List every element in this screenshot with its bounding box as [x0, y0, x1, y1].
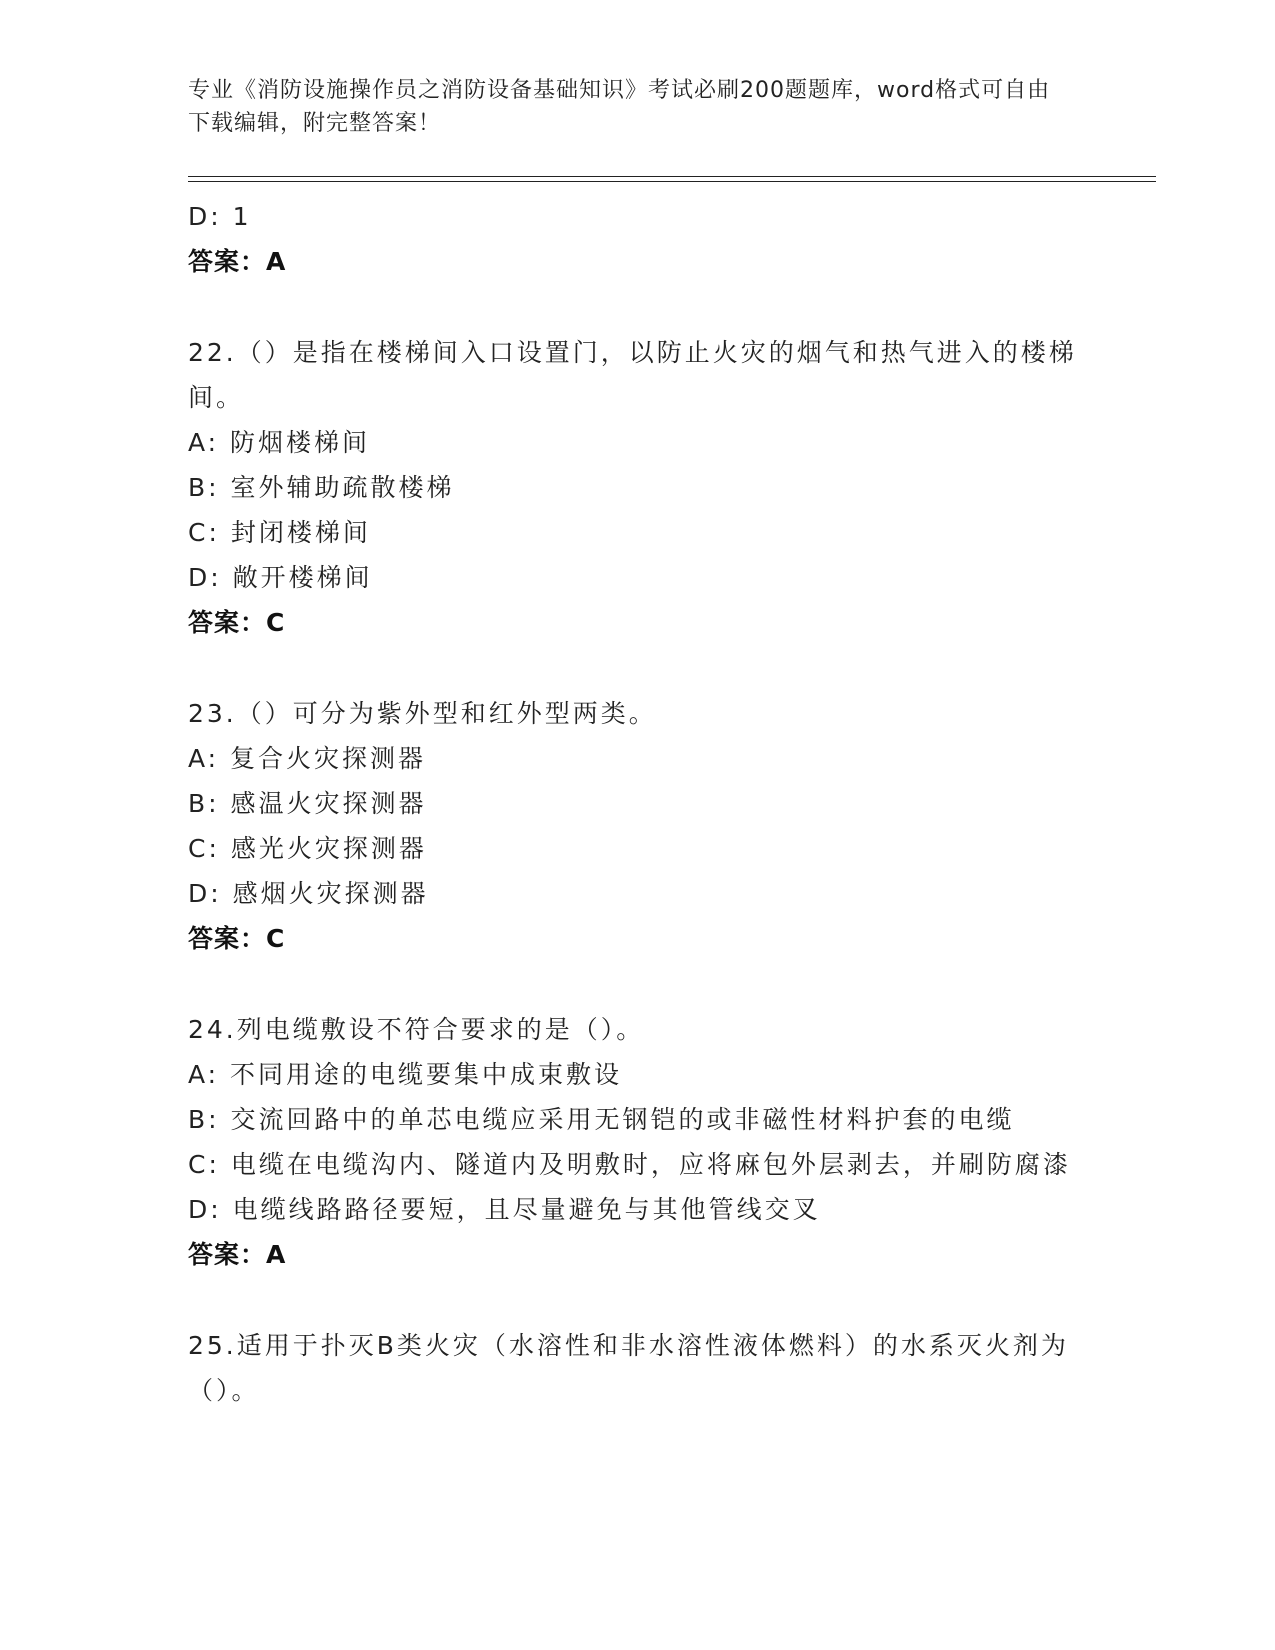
question-text: 23.（）可分为紫外型和红外型两类。 — [188, 699, 657, 728]
question-text: 25.适用于扑灭B类火灾（水溶性和非水溶性液体燃料）的水系灭火剂为（）。 — [188, 1331, 1069, 1405]
option-line: B: 感温火灾探测器 — [188, 789, 427, 818]
option-line: B: 室外辅助疏散楼梯 — [188, 473, 455, 502]
answer-line: 答案：A — [188, 1240, 287, 1269]
answer-line: 答案：C — [188, 608, 286, 637]
question-text: 24.列电缆敷设不符合要求的是（）。 — [188, 1015, 645, 1044]
option-line: D: 1 — [188, 202, 252, 231]
option-line: D: 敞开楼梯间 — [188, 563, 373, 592]
option-line: A: 复合火灾探测器 — [188, 744, 427, 773]
question-list — [188, 194, 1088, 1413]
document-header: 专业《消防设施操作员之消防设备基础知识》考试必刷200题题库，word格式可自由下载编辑，附完整答案！ — [188, 78, 1051, 136]
option-line: C: 电缆在电缆沟内、隧道内及明敷时，应将麻包外层剥去，并刷防腐漆 — [188, 1150, 1071, 1179]
header-rule-top — [188, 176, 1156, 177]
question-block — [188, 330, 1088, 645]
option-line: A: 防烟楼梯间 — [188, 428, 371, 457]
answer-line: 答案：A — [188, 247, 287, 276]
question-block — [188, 1323, 1088, 1413]
question-block — [188, 691, 1088, 961]
option-line: D: 感烟火灾探测器 — [188, 879, 429, 908]
question-text: 22.（）是指在楼梯间入口设置门，以防止火灾的烟气和热气进入的楼梯间。 — [188, 338, 1077, 412]
question-block — [188, 194, 1088, 284]
header-rule-bottom — [188, 181, 1156, 182]
question-block — [188, 1007, 1088, 1277]
answer-line: 答案：C — [188, 924, 286, 953]
option-line: D: 电缆线路路径要短，且尽量避免与其他管线交叉 — [188, 1195, 821, 1224]
option-line: C: 封闭楼梯间 — [188, 518, 371, 547]
option-line: C: 感光火灾探测器 — [188, 834, 427, 863]
option-line: A: 不同用途的电缆要集中成束敷设 — [188, 1060, 623, 1089]
option-line: B: 交流回路中的单芯电缆应采用无钢铠的或非磁性材料护套的电缆 — [188, 1105, 1015, 1134]
